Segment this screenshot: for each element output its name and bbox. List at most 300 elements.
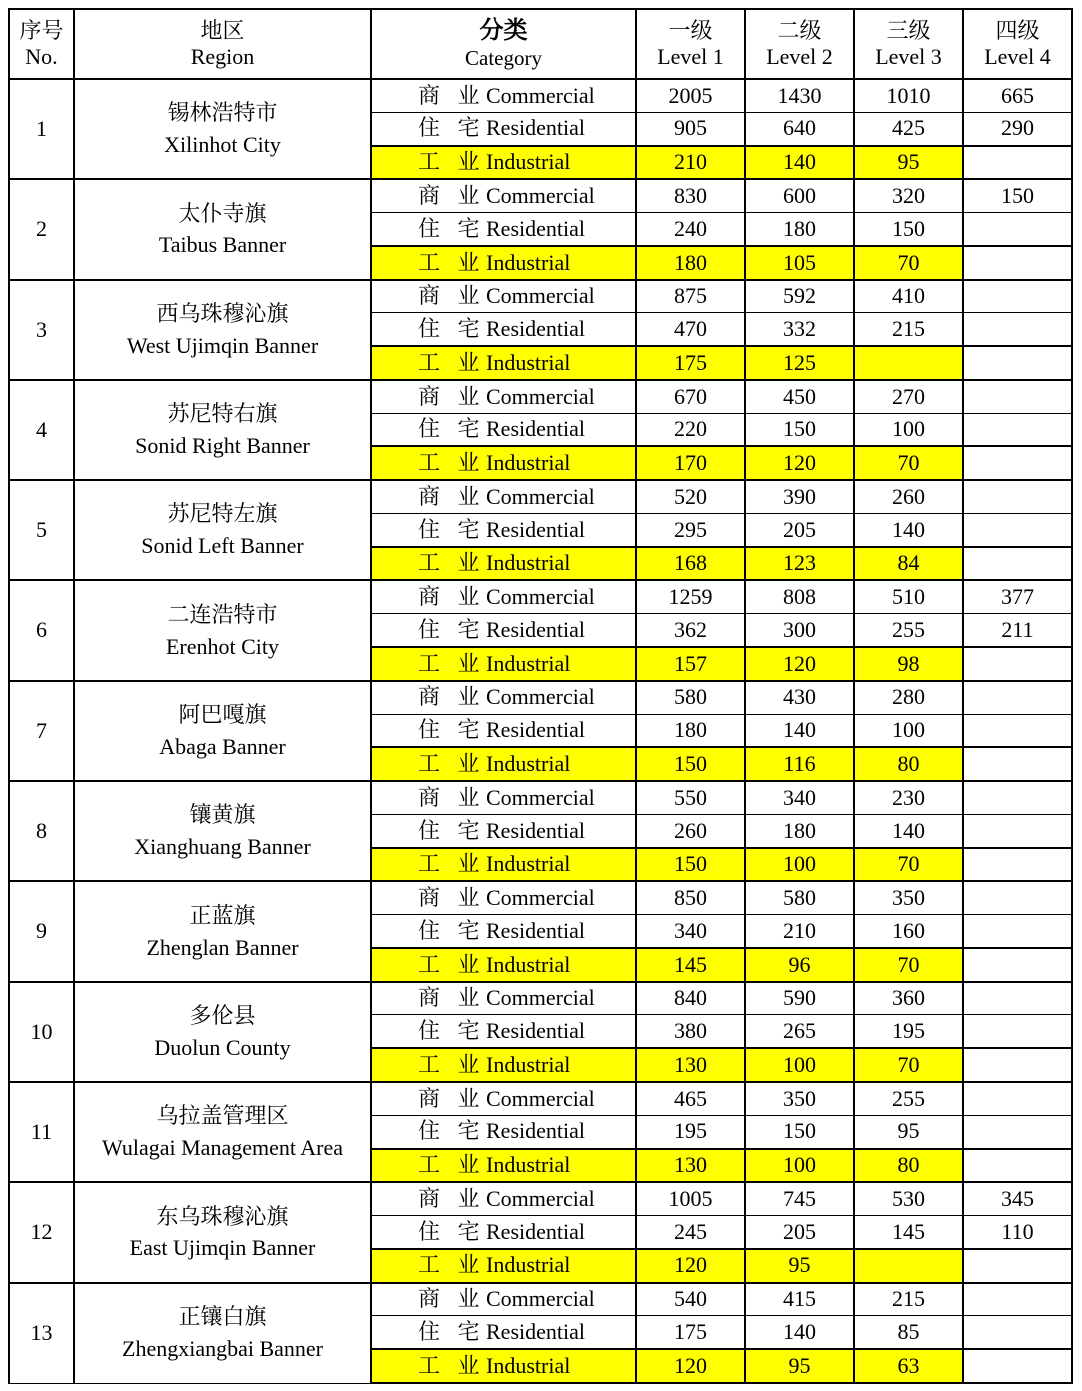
row-number: 6 [9, 580, 74, 680]
header-region [74, 9, 371, 79]
level-2-value: 150 [745, 1115, 854, 1148]
category-cell [371, 547, 636, 581]
category-zh: 商 业 [418, 985, 486, 1011]
category-cell [371, 881, 636, 914]
category-zh: 商 业 [418, 283, 486, 309]
level-2-value: 300 [745, 614, 854, 647]
level-2-value: 205 [745, 1216, 854, 1249]
level-3-value: 360 [854, 982, 963, 1015]
region-cell [74, 280, 371, 380]
row-number: 8 [9, 781, 74, 881]
category-cell [371, 1182, 636, 1215]
header-level-1-en: Level 1 [657, 44, 724, 69]
level-3-value: 140 [854, 513, 963, 546]
category-zh: 工 业 [418, 1051, 486, 1077]
category-cell [371, 1283, 636, 1316]
level-1-value: 195 [636, 1115, 745, 1148]
level-4-value [963, 915, 1072, 948]
level-2-value: 415 [745, 1283, 854, 1316]
level-3-value: 98 [854, 647, 963, 681]
category-cell [371, 580, 636, 613]
category-cell [371, 1349, 636, 1383]
category-cell [371, 1316, 636, 1349]
level-4-value [963, 1115, 1072, 1148]
category-zh: 商 业 [418, 1085, 486, 1111]
region-cell [74, 580, 371, 680]
level-1-value: 362 [636, 614, 745, 647]
category-zh: 工 业 [418, 751, 486, 776]
commercial-row [9, 580, 1072, 613]
level-4-value: 211 [963, 614, 1072, 647]
region-cell [74, 380, 371, 480]
level-1-value: 120 [636, 1249, 745, 1283]
level-1-value: 1005 [636, 1182, 745, 1215]
level-4-value [963, 1015, 1072, 1048]
category-en: Residential [486, 1218, 585, 1244]
commercial-row [9, 1283, 1072, 1316]
category-zh: 工 业 [418, 149, 486, 175]
category-zh: 商 业 [418, 684, 486, 710]
row-number: 1 [9, 79, 74, 179]
header-category-zh: 分类 [479, 18, 528, 44]
category-zh: 工 业 [418, 851, 486, 877]
level-4-value [963, 781, 1072, 814]
level-1-value: 875 [636, 280, 745, 313]
region-name-zh: 苏尼特左旗 [167, 501, 278, 527]
level-1-value: 540 [636, 1283, 745, 1316]
level-4-value: 150 [963, 179, 1072, 212]
level-2-value: 1430 [745, 79, 854, 112]
category-zh: 工 业 [418, 450, 486, 476]
category-cell [371, 982, 636, 1015]
header-row [9, 9, 1072, 79]
category-en: Commercial [486, 1185, 595, 1211]
level-4-value [963, 280, 1072, 313]
category-zh: 住 宅 [418, 616, 486, 642]
header-level-1 [636, 9, 745, 79]
region-name-zh: 正蓝旗 [189, 902, 256, 928]
category-cell [371, 513, 636, 546]
level-2-value: 140 [745, 146, 854, 180]
category-en: Industrial [486, 1252, 571, 1278]
region-cell [74, 1283, 371, 1383]
category-en: Residential [486, 1018, 585, 1044]
level-2-value: 116 [745, 747, 854, 781]
level-3-value: 95 [854, 146, 963, 180]
level-2-value: 205 [745, 513, 854, 546]
level-4-value [963, 1283, 1072, 1316]
level-4-value [963, 647, 1072, 681]
category-cell [371, 146, 636, 180]
level-4-value: 665 [963, 79, 1072, 112]
region-cell [74, 681, 371, 781]
level-2-value: 590 [745, 982, 854, 1015]
level-4-value [963, 1349, 1072, 1383]
level-1-value: 120 [636, 1349, 745, 1383]
level-1-value: 157 [636, 647, 745, 681]
level-3-value: 70 [854, 446, 963, 480]
region-name-zh: 多伦县 [189, 1002, 256, 1028]
commercial-row [9, 681, 1072, 714]
level-3-value: 425 [854, 112, 963, 145]
header-level-4-zh: 四级 [995, 17, 1040, 43]
level-2-value: 350 [745, 1082, 854, 1115]
level-4-value [963, 848, 1072, 882]
category-en: Residential [486, 616, 585, 642]
level-1-value: 175 [636, 1316, 745, 1349]
category-zh: 工 业 [418, 1352, 486, 1378]
category-cell [371, 848, 636, 882]
level-2-value: 390 [745, 480, 854, 513]
level-3-value: 85 [854, 1316, 963, 1349]
region-name-zh: 镶黄旗 [189, 802, 256, 828]
header-no-zh: 序号 [19, 17, 64, 43]
level-1-value: 580 [636, 681, 745, 714]
category-cell [371, 1149, 636, 1183]
category-en: Industrial [486, 550, 571, 576]
category-en: Residential [486, 1319, 585, 1345]
level-3-value: 100 [854, 413, 963, 446]
region-name-en: Wulagai Management Area [101, 1135, 343, 1161]
level-4-value [963, 948, 1072, 982]
region-name-zh: 二连浩特市 [167, 601, 278, 627]
level-2-value: 100 [745, 848, 854, 882]
category-zh: 住 宅 [418, 416, 486, 442]
category-en: Industrial [486, 851, 571, 877]
region-cell [74, 1082, 371, 1182]
level-4-value [963, 1082, 1072, 1115]
category-cell [371, 915, 636, 948]
header-level-1-zh: 一级 [668, 17, 713, 43]
row-number: 5 [9, 480, 74, 580]
category-en: Industrial [486, 349, 571, 375]
level-4-value [963, 982, 1072, 1015]
level-2-value: 430 [745, 681, 854, 714]
level-4-value: 377 [963, 580, 1072, 613]
table-header [9, 9, 1072, 79]
commercial-row [9, 881, 1072, 914]
row-number: 11 [9, 1082, 74, 1182]
region-name-zh: 东乌珠穆沁旗 [156, 1203, 289, 1229]
category-zh: 工 业 [418, 1152, 486, 1178]
category-en: Commercial [486, 985, 595, 1011]
category-zh: 商 业 [418, 82, 486, 108]
category-cell [371, 480, 636, 513]
level-3-value: 160 [854, 915, 963, 948]
level-2-value: 140 [745, 1316, 854, 1349]
level-1-value: 905 [636, 112, 745, 145]
level-3-value: 260 [854, 480, 963, 513]
level-1-value: 520 [636, 480, 745, 513]
level-2-value: 180 [745, 814, 854, 847]
region-name-en: Zhengxiangbai Banner [122, 1336, 323, 1362]
level-4-value [963, 681, 1072, 714]
region-name-zh: 苏尼特右旗 [167, 401, 278, 427]
region-name-en: Duolun County [154, 1034, 291, 1060]
category-en: Commercial [486, 182, 595, 208]
category-zh: 工 业 [418, 550, 486, 576]
level-2-value: 210 [745, 915, 854, 948]
category-cell [371, 1249, 636, 1283]
category-en: Industrial [486, 751, 571, 776]
category-zh: 商 业 [418, 1185, 486, 1211]
level-3-value: 230 [854, 781, 963, 814]
category-zh: 商 业 [418, 784, 486, 810]
level-4-value [963, 380, 1072, 413]
category-en: Industrial [486, 149, 571, 175]
level-1-value: 180 [636, 246, 745, 280]
region-name-en: West Ujimqin Banner [126, 332, 319, 358]
category-cell [371, 280, 636, 313]
level-1-value: 210 [636, 146, 745, 180]
level-2-value: 745 [745, 1182, 854, 1215]
category-cell [371, 446, 636, 480]
level-1-value: 840 [636, 982, 745, 1015]
category-zh: 住 宅 [418, 1118, 486, 1144]
category-cell [371, 1015, 636, 1048]
region-name-en: Taibus Banner [158, 232, 287, 258]
level-3-value: 410 [854, 280, 963, 313]
level-1-value: 150 [636, 848, 745, 882]
category-en: Commercial [486, 82, 595, 108]
region-cell [74, 179, 371, 279]
land-price-table [8, 8, 1073, 1384]
level-2-value: 95 [745, 1249, 854, 1283]
category-cell [371, 380, 636, 413]
header-level-2-zh: 二级 [777, 17, 822, 43]
level-4-value [963, 313, 1072, 346]
level-3-value: 80 [854, 747, 963, 781]
region-name-zh: 阿巴嘎旗 [178, 702, 267, 728]
level-1-value: 145 [636, 948, 745, 982]
category-en: Industrial [486, 1051, 571, 1077]
commercial-row [9, 1182, 1072, 1215]
header-no-en: No. [25, 44, 58, 69]
level-3-value [854, 346, 963, 380]
level-1-value: 830 [636, 179, 745, 212]
region-name-en: Abaga Banner [159, 733, 286, 759]
level-1-value: 180 [636, 714, 745, 747]
region-name-en: Sonid Left Banner [141, 533, 304, 559]
level-3-value: 270 [854, 380, 963, 413]
level-3-value: 84 [854, 547, 963, 581]
level-1-value: 670 [636, 380, 745, 413]
header-category [371, 9, 636, 79]
category-zh: 住 宅 [418, 1218, 486, 1244]
category-zh: 住 宅 [418, 115, 486, 141]
category-en: Residential [486, 817, 585, 843]
category-en: Residential [486, 416, 585, 442]
category-en: Commercial [486, 283, 595, 309]
category-cell [371, 747, 636, 781]
category-cell [371, 79, 636, 112]
level-4-value [963, 881, 1072, 914]
level-2-value: 580 [745, 881, 854, 914]
level-3-value: 63 [854, 1349, 963, 1383]
category-en: Industrial [486, 1352, 571, 1378]
level-4-value [963, 1149, 1072, 1183]
level-1-value: 130 [636, 1149, 745, 1183]
category-cell [371, 814, 636, 847]
level-1-value: 550 [636, 781, 745, 814]
level-3-value: 1010 [854, 79, 963, 112]
category-en: Residential [486, 215, 585, 241]
region-name-en: Xianghuang Banner [134, 834, 311, 860]
category-cell [371, 179, 636, 212]
region-name-en: Xilinhot City [164, 132, 281, 158]
level-1-value: 340 [636, 915, 745, 948]
category-en: Residential [486, 516, 585, 542]
level-3-value: 320 [854, 179, 963, 212]
level-3-value: 70 [854, 948, 963, 982]
commercial-row [9, 480, 1072, 513]
region-cell [74, 79, 371, 179]
category-en: Residential [486, 717, 585, 743]
header-region-en: Region [190, 44, 255, 69]
region-name-en: Sonid Right Banner [135, 433, 310, 459]
region-name-zh: 正镶白旗 [178, 1304, 267, 1330]
level-2-value: 265 [745, 1015, 854, 1048]
category-en: Commercial [486, 885, 595, 911]
category-cell [371, 1216, 636, 1249]
level-1-value: 2005 [636, 79, 745, 112]
category-en: Industrial [486, 249, 571, 275]
level-3-value: 350 [854, 881, 963, 914]
level-2-value: 450 [745, 380, 854, 413]
category-zh: 工 业 [418, 1252, 486, 1278]
region-cell [74, 781, 371, 881]
category-zh: 商 业 [418, 885, 486, 911]
category-en: Residential [486, 115, 585, 141]
category-zh: 住 宅 [418, 1319, 486, 1345]
category-zh: 商 业 [418, 383, 486, 409]
level-4-value [963, 814, 1072, 847]
row-number: 2 [9, 179, 74, 279]
commercial-row [9, 1082, 1072, 1115]
commercial-row [9, 280, 1072, 313]
level-3-value: 80 [854, 1149, 963, 1183]
level-4-value [963, 513, 1072, 546]
category-zh: 工 业 [418, 349, 486, 375]
level-1-value: 260 [636, 814, 745, 847]
level-3-value: 510 [854, 580, 963, 613]
level-3-value: 255 [854, 614, 963, 647]
level-1-value: 150 [636, 747, 745, 781]
header-no [9, 9, 74, 79]
level-3-value: 150 [854, 213, 963, 246]
category-zh: 工 业 [418, 249, 486, 275]
region-cell [74, 1182, 371, 1282]
category-zh: 商 业 [418, 483, 486, 509]
row-number: 12 [9, 1182, 74, 1282]
category-cell [371, 346, 636, 380]
level-4-value: 345 [963, 1182, 1072, 1215]
level-3-value: 145 [854, 1216, 963, 1249]
table-body [9, 79, 1072, 1383]
category-cell [371, 1082, 636, 1115]
level-2-value: 125 [745, 346, 854, 380]
category-zh: 商 业 [418, 584, 486, 610]
category-cell [371, 948, 636, 982]
level-3-value: 280 [854, 681, 963, 714]
category-cell [371, 781, 636, 814]
level-4-value [963, 1249, 1072, 1283]
level-1-value: 130 [636, 1048, 745, 1082]
category-zh: 住 宅 [418, 516, 486, 542]
region-cell [74, 982, 371, 1082]
level-4-value [963, 246, 1072, 280]
level-2-value: 340 [745, 781, 854, 814]
header-level-2-en: Level 2 [766, 44, 833, 69]
header-level-3-en: Level 3 [875, 44, 942, 69]
category-zh: 住 宅 [418, 917, 486, 943]
region-name-zh: 乌拉盖管理区 [156, 1103, 289, 1129]
region-name-en: East Ujimqin Banner [129, 1235, 316, 1261]
region-name-en: Erenhot City [165, 633, 280, 659]
level-4-value [963, 146, 1072, 180]
category-cell [371, 647, 636, 681]
header-level-4 [963, 9, 1072, 79]
category-cell [371, 213, 636, 246]
level-3-value: 70 [854, 848, 963, 882]
level-1-value: 1259 [636, 580, 745, 613]
category-en: Industrial [486, 1152, 571, 1178]
category-en: Commercial [486, 383, 595, 409]
level-2-value: 96 [745, 948, 854, 982]
commercial-row [9, 781, 1072, 814]
category-en: Commercial [486, 483, 595, 509]
category-en: Commercial [486, 1085, 595, 1111]
level-4-value [963, 714, 1072, 747]
row-number: 3 [9, 280, 74, 380]
level-3-value: 215 [854, 1283, 963, 1316]
category-en: Industrial [486, 650, 571, 676]
category-zh: 商 业 [418, 182, 486, 208]
region-name-zh: 西乌珠穆沁旗 [156, 300, 289, 326]
level-2-value: 592 [745, 280, 854, 313]
category-zh: 工 业 [418, 650, 486, 676]
category-en: Residential [486, 917, 585, 943]
row-number: 7 [9, 681, 74, 781]
level-3-value [854, 1249, 963, 1283]
level-2-value: 100 [745, 1048, 854, 1082]
level-4-value [963, 1048, 1072, 1082]
category-cell [371, 614, 636, 647]
level-3-value: 215 [854, 313, 963, 346]
category-cell [371, 413, 636, 446]
row-number: 4 [9, 380, 74, 480]
level-1-value: 170 [636, 446, 745, 480]
row-number: 10 [9, 982, 74, 1082]
category-en: Commercial [486, 584, 595, 610]
header-level-3 [854, 9, 963, 79]
level-4-value [963, 1316, 1072, 1349]
header-level-3-zh: 三级 [886, 17, 931, 43]
level-1-value: 168 [636, 547, 745, 581]
level-3-value: 100 [854, 714, 963, 747]
level-3-value: 195 [854, 1015, 963, 1048]
commercial-row [9, 79, 1072, 112]
level-4-value [963, 413, 1072, 446]
region-name-en: Zhenglan Banner [146, 934, 299, 960]
level-2-value: 180 [745, 213, 854, 246]
level-3-value: 70 [854, 246, 963, 280]
category-cell [371, 1115, 636, 1148]
category-cell [371, 714, 636, 747]
level-2-value: 120 [745, 647, 854, 681]
level-2-value: 95 [745, 1349, 854, 1383]
region-cell [74, 480, 371, 580]
